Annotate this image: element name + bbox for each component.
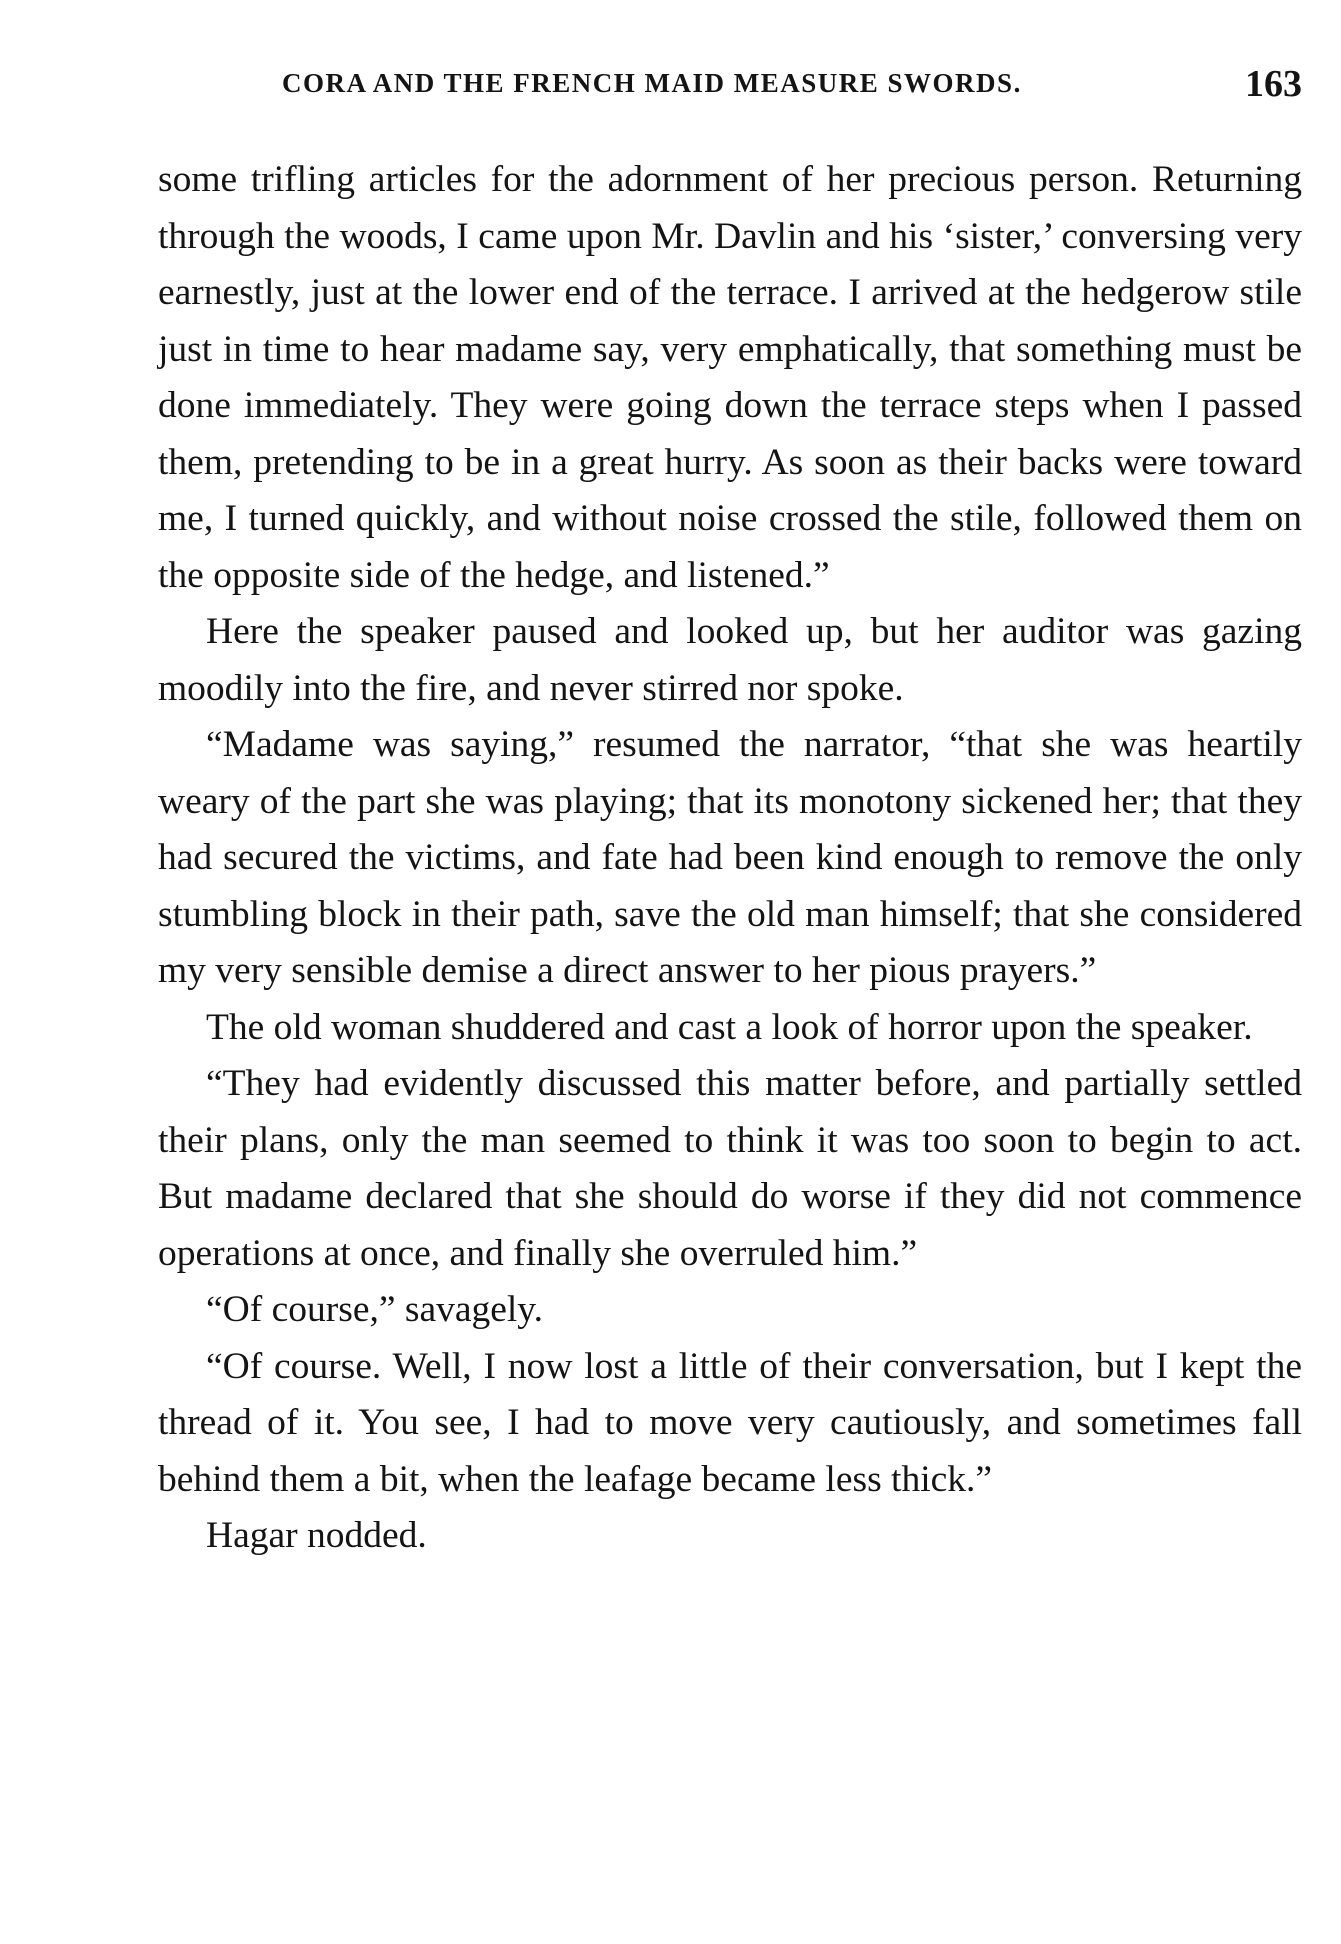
body-text [158, 152, 1302, 1565]
paragraph: Here the speaker paused and looked up, but her auditor was gazing moodily into the fire, and never stirred nor spoke. [158, 611, 1302, 709]
paragraph: “They had evidently discussed this matter before, and partially settled their plans, only the man seemed to think it was too soon to begin to act. But madame declared that she should do worse if they did not commence operations at once, and finally she overruled him.” [158, 1063, 1302, 1274]
paragraph: The old woman shuddered and cast a look of horror upon the speaker. [206, 1006, 1253, 1048]
paragraph: Hagar nodded. [206, 1515, 427, 1556]
paragraph: “Of course. Well, I now lost a little of their conversation, but I kept the thread of it. You see, I had to move very cautiously, and sometimes fall behind them a bit, when the leafage became less thick.” [158, 1345, 1302, 1500]
paragraph: some trifling articles for the adornment of her precious person. Returning through the woods, I came upon Mr. Davlin and his ‘sister,’ conversing very earnestly, just at the lower end of the terrace. I arrived at the hedgerow stile just in time to hear madame say, very emphatically, that something must be done immediately. They were going down the terrace steps when I passed them, pretending to be in a great hurry. As soon as their backs were toward me, I turned quickly, and without noise crossed the stile, followed them on the opposite side of the hedge, and listened.” [158, 159, 1302, 596]
running-head [282, 62, 1302, 112]
page-number: 163 [1245, 63, 1302, 105]
paragraph: “Of course,” savagely. [206, 1289, 543, 1330]
paragraph: “Madame was saying,” resumed the narrator, “that she was heartily weary of the part she was playing; that its monotony sickened her; that they had secured the victims, and fate had been kind enough to remove the only stumbling block in their path, save the old man himself; that she considered my very sensible demise a direct answer to her pious prayers.” [158, 724, 1302, 991]
running-title: CORA AND THE FRENCH MAID MEASURE SWORDS. [282, 68, 1022, 98]
